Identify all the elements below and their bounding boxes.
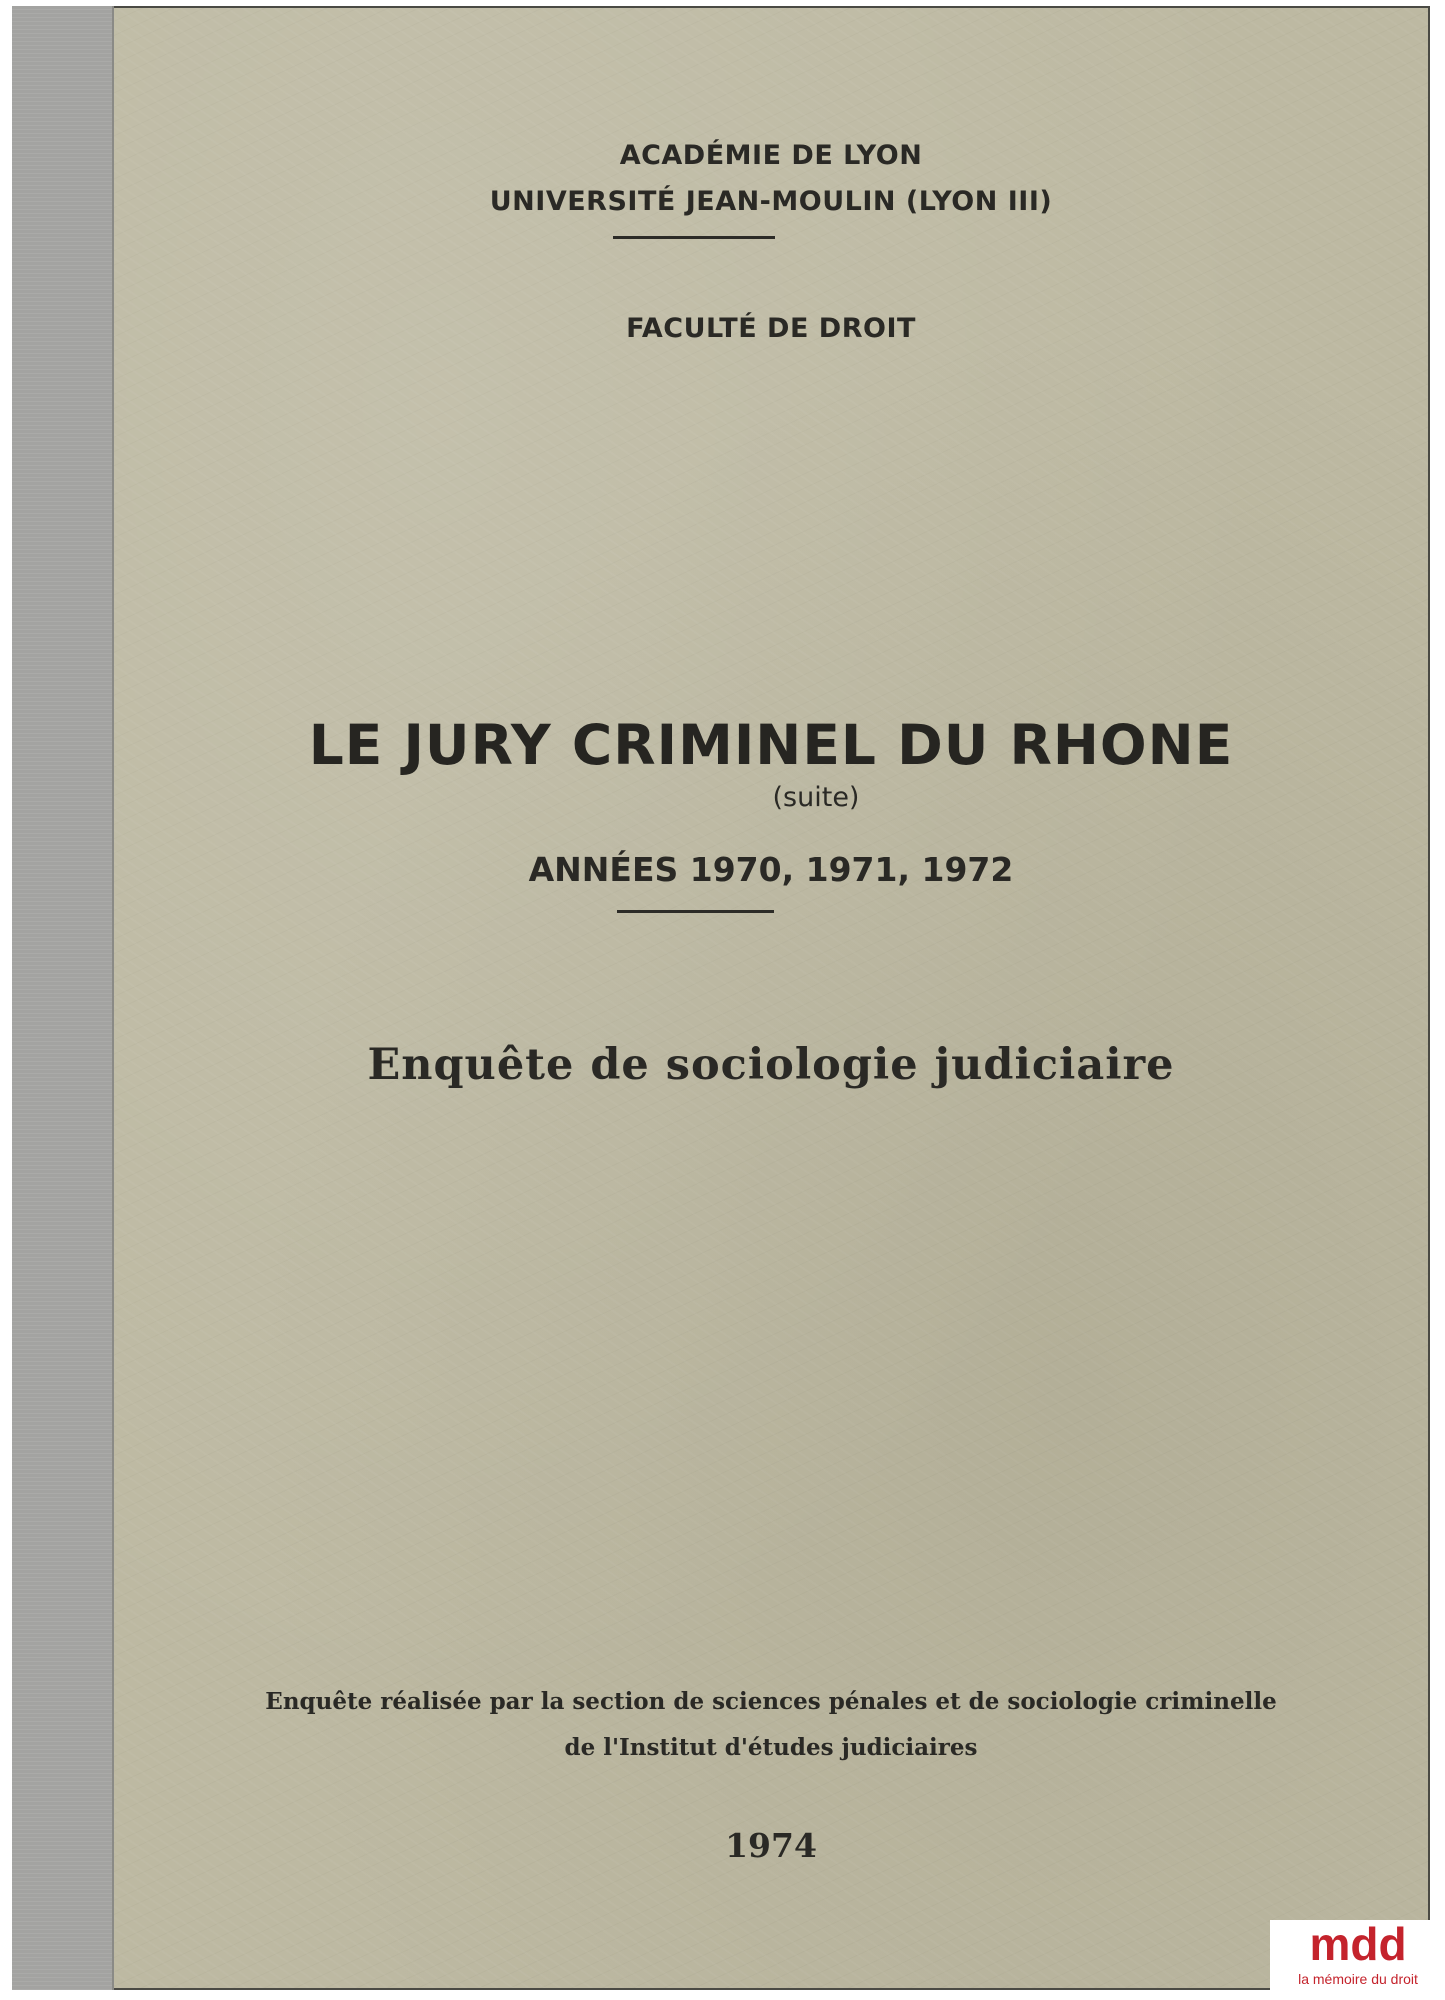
faculty-heading: FACULTÉ DE DROIT xyxy=(626,313,916,344)
logo-text: mdd xyxy=(1309,1920,1407,1970)
credit-line-1: Enquête réalisée par la section de sciences pénales et de sociologie criminelle xyxy=(265,1688,1277,1715)
title-divider xyxy=(617,910,774,913)
credit-line-2: de l'Institut d'études judiciaires xyxy=(564,1734,978,1761)
book-spine xyxy=(12,6,114,1990)
university-heading: UNIVERSITÉ JEAN-MOULIN (LYON III) xyxy=(489,186,1053,217)
logo-caption: la mémoire du droit xyxy=(1298,1971,1418,1987)
academy-heading: ACADÉMIE DE LYON xyxy=(619,140,923,171)
publication-year: 1974 xyxy=(725,1826,817,1865)
years-line: ANNÉES 1970, 1971, 1972 xyxy=(528,850,1014,889)
mdd-logo xyxy=(1270,1920,1440,1992)
book-subtitle: Enquête de sociologie judiciaire xyxy=(367,1040,1175,1090)
book-title: LE JURY CRIMINEL DU RHONE xyxy=(308,713,1234,777)
title-suffix: (suite) xyxy=(772,782,860,813)
header-divider xyxy=(613,236,775,239)
